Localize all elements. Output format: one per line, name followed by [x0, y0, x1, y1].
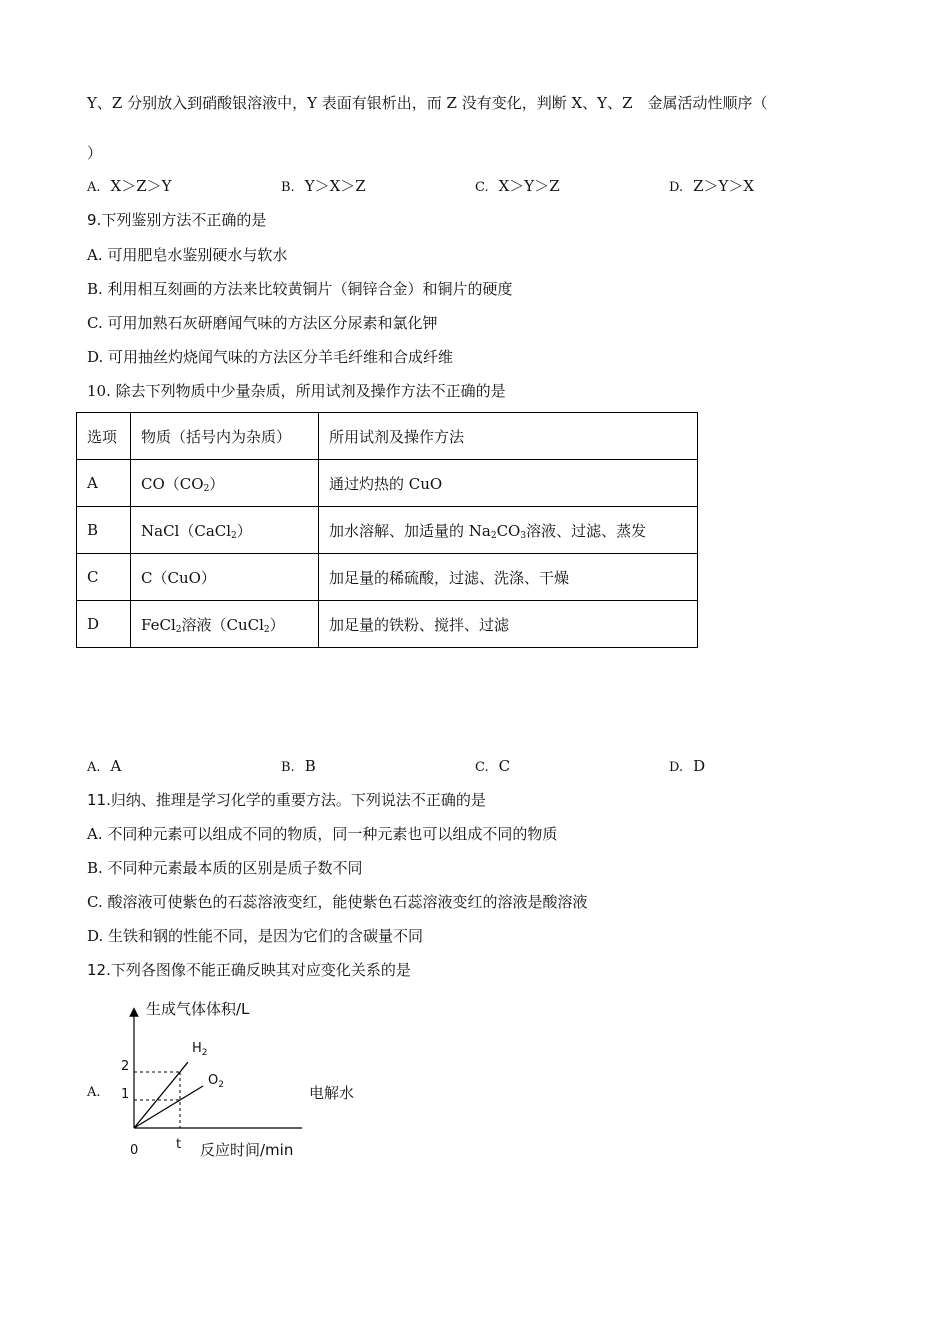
q9-option-b[interactable]: B. 利用相互刻画的方法来比较黄铜片（铜锌合金）和铜片的硬度 — [87, 280, 513, 298]
table-header-cell: 所用试剂及操作方法 — [319, 413, 698, 460]
q12-option-a-caption: 电解水 — [309, 1084, 355, 1102]
series-label-h2: $H_2$ — [192, 1041, 208, 1058]
table-header-cell: 选项 — [77, 413, 131, 460]
table-cell-substance: NaCl（CaCl$_2$） — [131, 507, 319, 554]
table-cell-option: B — [77, 507, 131, 554]
origin-label: 0 — [130, 1143, 139, 1158]
table-cell-method: 加水溶解、加适量的 $Na_2CO_3$溶液、过滤、蒸发 — [319, 507, 698, 554]
q8-options — [87, 176, 867, 196]
q11-stem: 11.归纳、推理是学习化学的重要方法。下列说法不正确的是 — [87, 791, 486, 809]
q11-option-c[interactable]: C. 酸溶液可使紫色的石蕊溶液变红，能使紫色石蕊溶液变红的溶液是酸溶液 — [87, 893, 588, 911]
q9-option-d[interactable]: D. 可用抽丝灼烧闻气味的方法区分羊毛纤维和合成纤维 — [87, 348, 454, 366]
q9-option-a[interactable]: A. 可用肥皂水鉴别硬水与软水 — [87, 246, 288, 264]
table-row — [77, 554, 698, 601]
q9-stem: 9.下列鉴别方法不正确的是 — [87, 211, 267, 229]
q10-option-a[interactable]: A. A — [87, 757, 122, 775]
table-row — [77, 460, 698, 507]
q12-option-a-label[interactable]: A. — [87, 1085, 101, 1100]
q8-option-c[interactable]: C. X＞Y＞Z — [475, 177, 560, 195]
q8-option-d[interactable]: D. Z＞Y＞X — [669, 177, 755, 195]
q8-stem-line2: ） — [87, 144, 103, 162]
table-cell-option: D — [77, 601, 131, 648]
q10-option-c[interactable]: C. C — [475, 757, 511, 775]
q8-option-a[interactable]: A. X＞Z＞Y — [87, 177, 172, 195]
series-label-o2: $O_2$ — [208, 1073, 224, 1090]
q10-option-b[interactable]: B. B — [281, 757, 316, 775]
q11-option-b[interactable]: B. 不同种元素最本质的区别是质子数不同 — [87, 859, 363, 877]
q10-options — [87, 756, 867, 776]
table-cell-method: 加足量的铁粉、搅拌、过滤 — [319, 601, 698, 648]
q8-stem-line1: Y、Z 分别放入到硝酸银溶液中，Y 表面有银析出，而 Z 没有变化，判断 X、Y、Z 金属活动性顺序（ — [87, 94, 768, 112]
q9-option-c[interactable]: C. 可用加熟石灰研磨闻气味的方法区分尿素和氯化钾 — [87, 314, 438, 332]
q10-option-d[interactable]: D. D — [669, 757, 706, 775]
q10-stem: 10. 除去下列物质中少量杂质，所用试剂及操作方法不正确的是 — [87, 382, 506, 400]
y-tick-label: 2 — [121, 1059, 130, 1074]
y-axis-label: 生成气体体积/L — [146, 1000, 250, 1018]
table-cell-option: C — [77, 554, 131, 601]
series-line-o2 — [134, 1086, 203, 1128]
table-cell-method: 加足量的稀硫酸，过滤、洗涤、干燥 — [319, 554, 698, 601]
table-cell-substance: FeCl$_2$溶液（CuCl$_2$） — [131, 601, 319, 648]
table-cell-substance: $CO(CO_2)$ — [131, 460, 319, 507]
table-cell-option: A — [77, 460, 131, 507]
x-axis-label: 反应时间/min — [200, 1141, 294, 1159]
q10-table — [76, 412, 698, 648]
y-tick-label: 1 — [121, 1087, 130, 1102]
table-header-row — [77, 413, 698, 460]
table-cell-substance: C（CuO） — [131, 554, 319, 601]
q11-option-d[interactable]: D. 生铁和钢的性能不同，是因为它们的含碳量不同 — [87, 927, 424, 945]
q12-stem: 12.下列各图像不能正确反映其对应变化关系的是 — [87, 961, 411, 979]
table-row — [77, 601, 698, 648]
table-header-cell: 物质（括号内为杂质） — [131, 413, 319, 460]
x-tick-label: t — [176, 1137, 182, 1152]
table-row — [77, 507, 698, 554]
table-cell-method: 通过灼热的 CuO — [319, 460, 698, 507]
q11-option-a[interactable]: A. 不同种元素可以组成不同的物质，同一种元素也可以组成不同的物质 — [87, 825, 558, 843]
q8-option-b[interactable]: B. Y＞X＞Z — [281, 177, 366, 195]
electrolysis-chart — [112, 992, 312, 1164]
